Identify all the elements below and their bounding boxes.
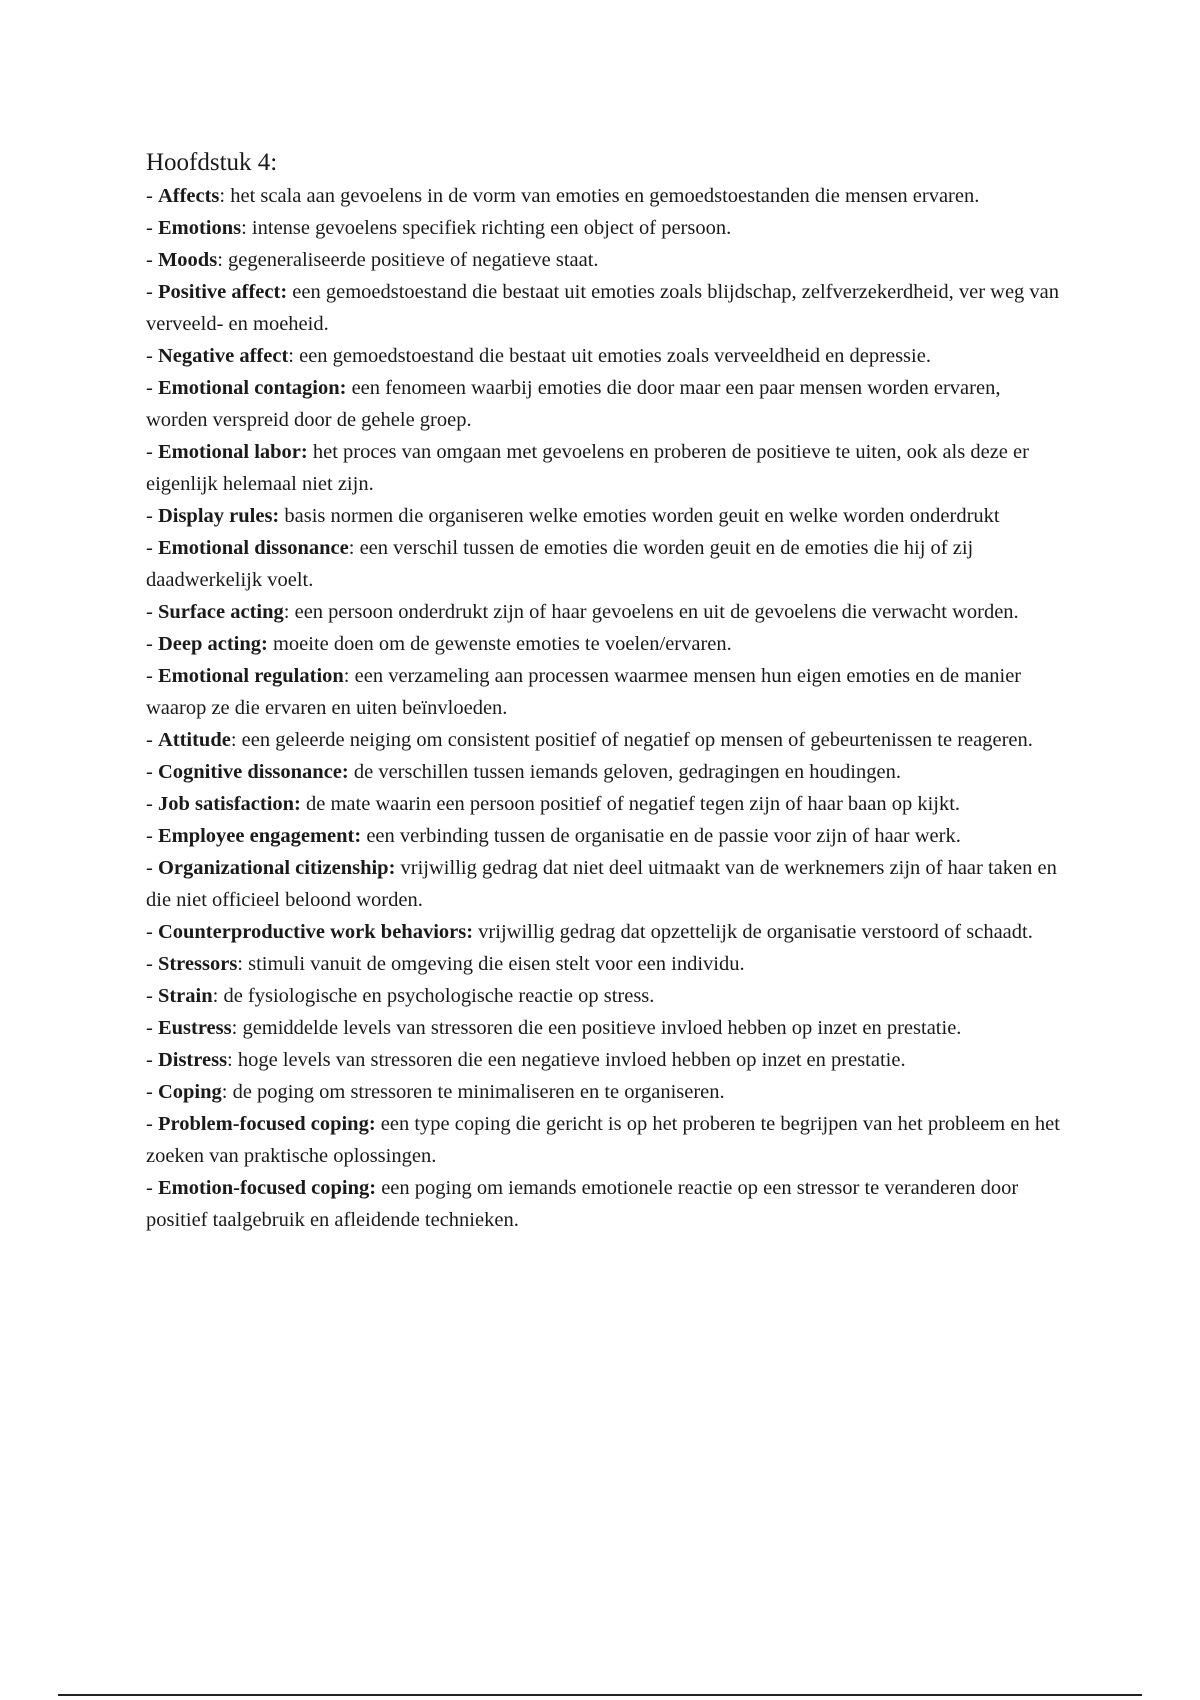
term-prefix: - (146, 921, 158, 943)
term-prefix: - (146, 1177, 158, 1199)
term-prefix: - (146, 857, 158, 879)
term-definition: : een verzameling aan processen waarmee mensen hun eigen emoties en de manier waarop ze die ervaren en uiten beïnvloeden. (146, 665, 1022, 719)
term-name: Eustress (157, 1017, 232, 1039)
term-prefix: - (146, 281, 158, 303)
term-name: Surface acting (157, 601, 284, 623)
term-prefix: - (146, 953, 158, 975)
list-item (146, 596, 1066, 628)
term-prefix: - (146, 1081, 158, 1103)
list-item (146, 628, 1066, 660)
term-name: Emotional regulation (157, 665, 344, 687)
list-item (146, 820, 1066, 852)
list-item (146, 948, 1066, 980)
list-item (146, 244, 1066, 276)
footer-divider (58, 1694, 1142, 1696)
term-prefix: - (146, 505, 158, 527)
term-prefix: - (146, 825, 158, 847)
term-name: Organizational citizenship: (157, 857, 396, 879)
term-prefix: - (146, 793, 158, 815)
list-item (146, 1076, 1066, 1108)
term-name: Job satisfaction: (157, 793, 301, 815)
list-item (146, 372, 1066, 436)
term-definition: : een gemoedstoestand die bestaat uit emoties zoals verveeldheid en depressie. (288, 345, 931, 367)
term-definition: een gemoedstoestand die bestaat uit emoties zoals blijdschap, zelfverzekerdheid, ver weg van verveeld- en moeheid. (146, 281, 1060, 335)
term-definition: een poging om iemands emotionele reactie op een stressor te veranderen door positief taalgebruik en afleidende technieken. (146, 1177, 1019, 1231)
list-item (146, 340, 1066, 372)
term-name: Stressors (157, 953, 238, 975)
list-item (146, 276, 1066, 340)
term-name: Emotion-focused coping: (157, 1177, 377, 1199)
term-definition: moeite doen om de gewenste emoties te voelen/ervaren. (267, 633, 732, 655)
term-name: Emotions (157, 217, 242, 239)
term-prefix: - (146, 985, 158, 1007)
list-item (146, 756, 1066, 788)
list-item (146, 1108, 1066, 1172)
terms-list (146, 180, 1066, 1236)
term-definition: een verbinding tussen de organisatie en de passie voor zijn of haar werk. (361, 825, 961, 847)
list-item (146, 212, 1066, 244)
list-item (146, 852, 1066, 916)
term-prefix: - (146, 601, 158, 623)
term-definition: een type coping die gericht is op het proberen te begrijpen van het probleem en het zoeken van praktische oplossingen. (146, 1113, 1060, 1167)
list-item (146, 1012, 1066, 1044)
term-prefix: - (146, 441, 158, 463)
term-name: Counterproductive work behaviors: (157, 921, 474, 943)
term-definition: : het scala aan gevoelens in de vorm van emoties en gemoedstoestanden die mensen ervaren. (219, 185, 980, 207)
list-item (146, 660, 1066, 724)
term-definition: het proces van omgaan met gevoelens en proberen de positieve te uiten, ook als deze er eigenlijk helemaal niet zijn. (146, 441, 1029, 495)
term-name: Display rules: (157, 505, 280, 527)
term-prefix: - (146, 377, 158, 399)
list-item (146, 500, 1066, 532)
term-name: Distress (157, 1049, 228, 1071)
term-prefix: - (146, 1113, 158, 1135)
term-prefix: - (146, 345, 158, 367)
term-prefix: - (146, 761, 158, 783)
page-title: Hoofdstuk 4: (146, 149, 278, 176)
term-definition: : een geleerde neiging om consistent positief of negatief op mensen of gebeurtenissen te reageren. (230, 729, 1033, 751)
term-definition: : gegeneraliseerde positieve of negatieve staat. (217, 249, 599, 271)
term-definition: : gemiddelde levels van stressoren die een positieve invloed hebben op inzet en prestatie. (231, 1017, 962, 1039)
term-name: Cognitive dissonance: (157, 761, 349, 783)
list-item (146, 980, 1066, 1012)
list-item (146, 436, 1066, 500)
term-name: Strain (157, 985, 213, 1007)
term-prefix: - (146, 729, 158, 751)
term-prefix: - (146, 217, 158, 239)
term-name: Problem-focused coping: (157, 1113, 376, 1135)
term-prefix: - (146, 1017, 158, 1039)
term-definition: : intense gevoelens specifiek richting een object of persoon. (241, 217, 732, 239)
term-definition: : de poging om stressoren te minimaliseren en te organiseren. (221, 1081, 725, 1103)
term-definition: : een verschil tussen de emoties die worden geuit en de emoties die hij of zij daadwerkelijk voelt. (146, 537, 974, 591)
term-name: Employee engagement: (157, 825, 362, 847)
list-item (146, 724, 1066, 756)
term-definition: een fenomeen waarbij emoties die door maar een paar mensen worden ervaren, worden verspreid door de gehele groep. (146, 377, 1001, 431)
term-name: Attitude (157, 729, 231, 751)
term-definition: : stimuli vanuit de omgeving die eisen stelt voor een individu. (237, 953, 745, 975)
term-definition: vrijwillig gedrag dat opzettelijk de organisatie verstoord of schaadt. (473, 921, 1033, 943)
term-prefix: - (146, 1049, 158, 1071)
term-prefix: - (146, 633, 158, 655)
list-item (146, 532, 1066, 596)
term-name: Emotional labor: (157, 441, 308, 463)
list-item (146, 1172, 1066, 1236)
term-definition: : een persoon onderdrukt zijn of haar gevoelens en uit de gevoelens die verwacht worden. (283, 601, 1019, 623)
term-definition: basis normen die organiseren welke emoties worden geuit en welke worden onderdrukt (279, 505, 1000, 527)
page-content (146, 146, 1066, 1236)
term-definition: de mate waarin een persoon positief of negatief tegen zijn of haar baan op kijkt. (300, 793, 961, 815)
term-definition: de verschillen tussen iemands geloven, gedragingen en houdingen. (348, 761, 901, 783)
list-item (146, 916, 1066, 948)
term-name: Negative affect (157, 345, 289, 367)
term-prefix: - (146, 185, 158, 207)
term-name: Affects (157, 185, 220, 207)
list-item (146, 788, 1066, 820)
list-item (146, 1044, 1066, 1076)
term-prefix: - (146, 537, 158, 559)
term-name: Coping (157, 1081, 222, 1103)
term-name: Moods (157, 249, 218, 271)
term-name: Emotional dissonance (157, 537, 349, 559)
term-definition: : de fysiologische en psychologische reactie op stress. (212, 985, 655, 1007)
term-definition: : hoge levels van stressoren die een negatieve invloed hebben op inzet en prestatie. (227, 1049, 906, 1071)
term-definition: vrijwillig gedrag dat niet deel uitmaakt van de werknemers zijn of haar taken en die niet officieel beloond worden. (146, 857, 1057, 911)
term-name: Emotional contagion: (157, 377, 347, 399)
list-item (146, 180, 1066, 212)
term-name: Deep acting: (157, 633, 268, 655)
term-prefix: - (146, 665, 158, 687)
term-prefix: - (146, 249, 158, 271)
term-name: Positive affect: (157, 281, 288, 303)
